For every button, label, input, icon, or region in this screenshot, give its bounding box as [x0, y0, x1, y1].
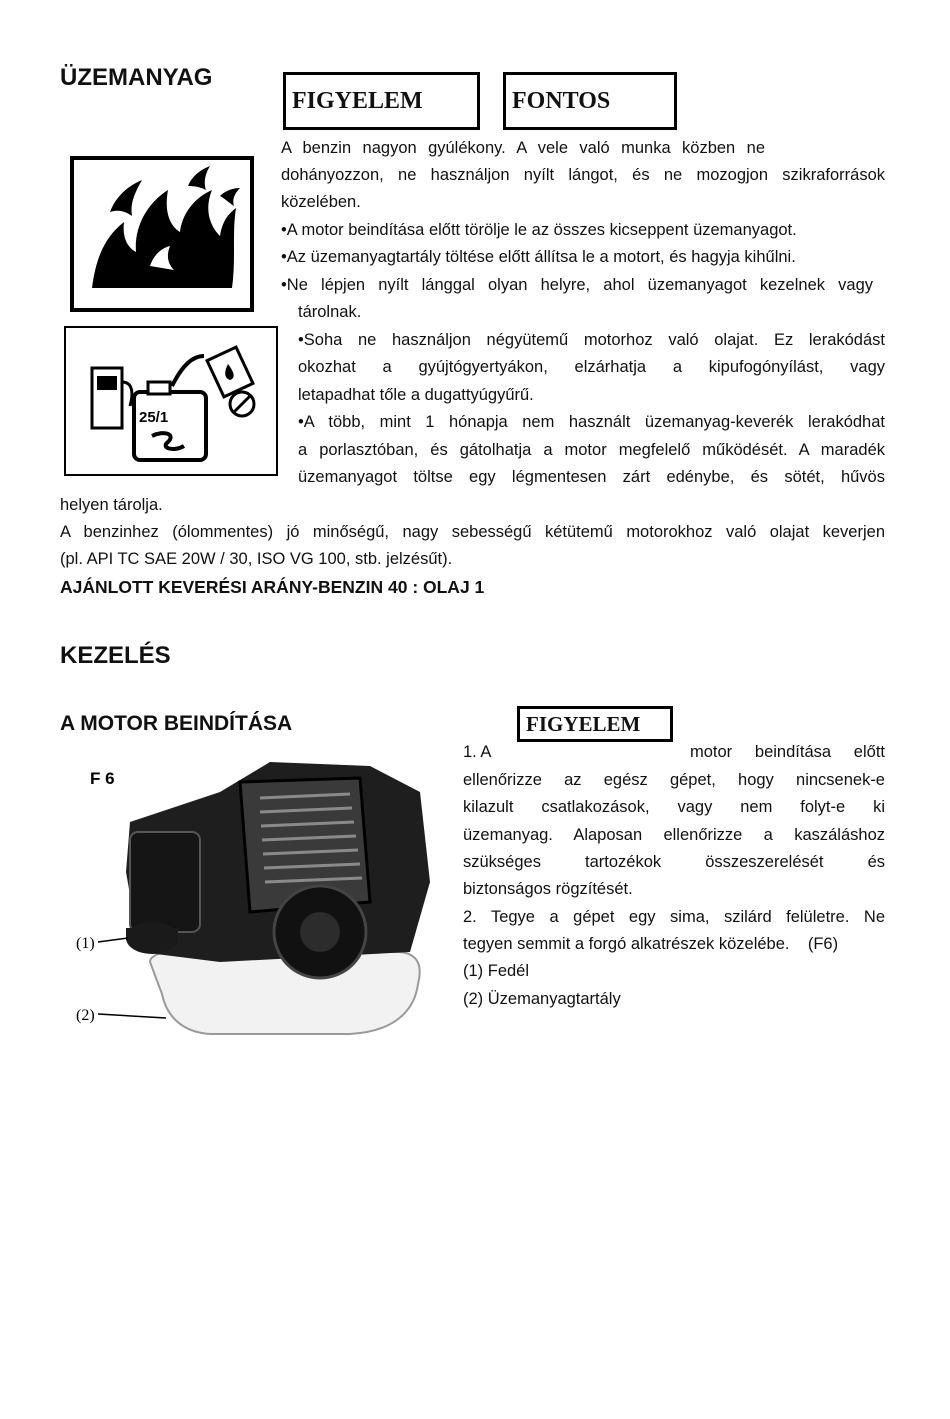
text-line: üzemanyag. Alaposan ellenőrizze a kaszáláshoz: [463, 826, 885, 844]
text-line: okozhat a gyújtógyertyákon, elzárhatja a kipufogónyílást, vagy: [298, 358, 885, 376]
figure-label: F 6: [90, 769, 115, 788]
bullet-item: •Ne lépjen nyílt lánggal olyan helyre, ahol üzemanyagot kezelnek vagy: [281, 276, 873, 294]
text-line: üzemanyagot töltse egy légmentesen zárt edénybe, és sötét, hűvös: [298, 468, 885, 486]
legend-item-1: (1) Fedél: [463, 962, 530, 980]
text-line: ellenőrizze az egész gépet, hogy nincsenek-e: [463, 771, 885, 789]
fuel-mixing-icon: [64, 326, 278, 476]
section-title-fuel: ÜZEMANYAG: [60, 64, 213, 91]
engine-figure: [70, 752, 440, 1044]
bullet-item: •Az üzemanyagtartály töltése előtt állítsa le a motort, és hagyja kihűlni.: [281, 248, 796, 266]
text-line: dohányozzon, ne használjon nyílt lángot, és ne mozogjon szikraforrások: [281, 166, 885, 184]
text-line: biztonságos rögzítését.: [463, 880, 633, 898]
text-line: közelében.: [281, 193, 361, 211]
callout-1: (1): [76, 935, 95, 952]
text-line: kilazult csatlakozások, vagy nem folyt-e ki: [463, 798, 885, 816]
text-line: A benzinhez (ólommentes) jó minőségű, nagy sebességű kétütemű motorokhoz való olajat keverjen: [60, 523, 885, 541]
text-line: tárolnak.: [298, 303, 362, 321]
section-title-operation: KEZELÉS: [60, 642, 171, 669]
warning-tag-2: FIGYELEM: [517, 706, 673, 742]
step-1-rest: motor beindítása előtt: [690, 743, 885, 761]
bullet-item: •A motor beindítása előtt törölje le az összes kicseppent üzemanyagot.: [281, 221, 797, 239]
step-1-start: 1. A: [463, 743, 492, 761]
text-line: A benzin nagyon gyúlékony. A vele való munka közben ne: [281, 139, 765, 157]
warning-tag: FIGYELEM: [283, 72, 480, 130]
text-line: tegyen semmit a forgó alkatrészek közelébe. (F6): [463, 935, 839, 953]
fire-icon: [70, 156, 254, 312]
mix-ratio: AJÁNLOTT KEVERÉSI ARÁNY-BENZIN 40 : OLAJ 1: [60, 577, 485, 597]
bullet-item: •Soha ne használjon négyütemű motorhoz való olajat. Ez lerakódást: [298, 331, 885, 349]
text-line: letapadhat tőle a dugattyúgyűrű.: [298, 386, 534, 404]
step-2: 2. Tegye a gépet egy sima, szilárd felületre. Ne: [463, 908, 885, 926]
important-tag: FONTOS: [503, 72, 677, 130]
subsection-title-start-engine: A MOTOR BEINDÍTÁSA: [60, 712, 293, 735]
text-line: a porlasztóban, és gátolhatja a motor megfelelő működését. A maradék: [298, 441, 885, 459]
legend-item-2: (2) Üzemanyagtartály: [463, 990, 621, 1008]
can-ratio-label: 25/1: [139, 409, 169, 426]
text-line: (pl. API TC SAE 20W / 30, ISO VG 100, stb. jelzésűt).: [60, 550, 453, 568]
text-line: szükséges tartozékok összeszerelését és: [463, 853, 885, 871]
bullet-item: •A több, mint 1 hónapja nem használt üzemanyag-keverék lerakódhat: [298, 413, 885, 431]
text-line: helyen tárolja.: [60, 496, 163, 514]
callout-2: (2): [76, 1007, 95, 1024]
